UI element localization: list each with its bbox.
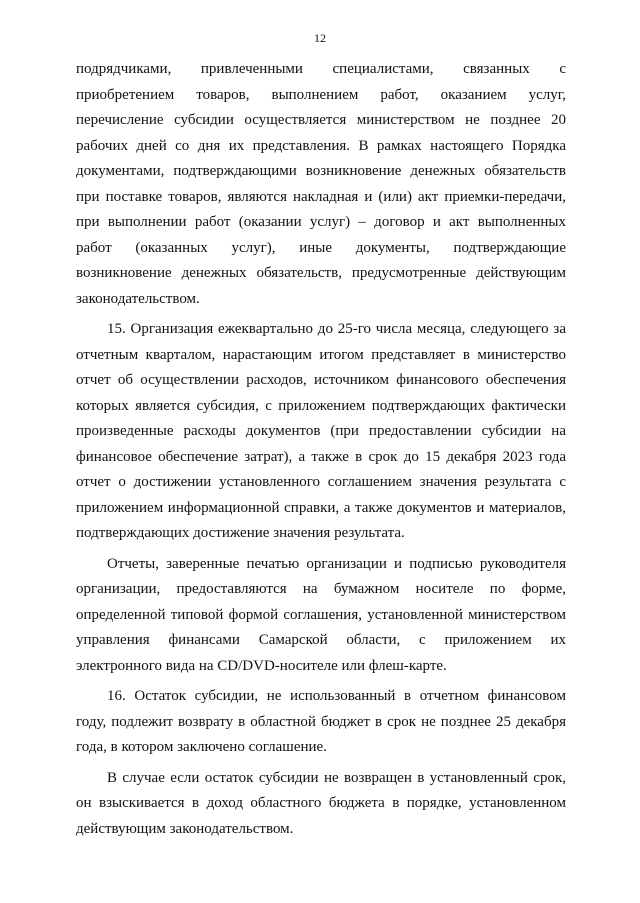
text-line: финансовое обеспечение затрат), а также в срок до 15 декабря 2023 года bbox=[76, 448, 566, 465]
text-line: года, в котором заключено соглашение. bbox=[76, 739, 327, 755]
text-line: 15. Организация ежеквартально до 25-го числа месяца, следующего за bbox=[107, 321, 566, 337]
text-line: отчет о достижении установленного соглашением значения результата с bbox=[76, 474, 566, 490]
text-line: при выполнении работ (оказании услуг) – договор и акт выполненных bbox=[76, 214, 566, 230]
text-line: управления финансами Самарской области, с приложением их bbox=[76, 632, 566, 648]
text-line: документами, подтверждающими возникновение денежных обязательств bbox=[76, 163, 566, 179]
text-line: возникновение денежных обязательств, предусмотренные действующим bbox=[76, 265, 566, 281]
text-line: рабочих дней со дня их представления. В рамках настоящего Порядка bbox=[76, 137, 566, 154]
text-line: он взыскивается в доход областного бюджета в порядке, установленном bbox=[76, 795, 566, 811]
text-line: которых является субсидия, с приложением подтверждающих фактически bbox=[76, 397, 566, 414]
text-line: В случае если остаток субсидии не возвращен в установленный срок, bbox=[107, 769, 566, 786]
text-line: произведенные расходы документов (при предоставлении субсидии на bbox=[76, 423, 566, 439]
text-line: подтверждающих достижение значения результата. bbox=[76, 525, 405, 541]
text-line: приобретением товаров, выполнением работ, оказанием услуг, bbox=[76, 86, 566, 103]
text-line: электронного вида на CD/DVD-носителе или флеш-карте. bbox=[76, 657, 447, 674]
text-line: законодательством. bbox=[76, 290, 200, 307]
text-line: году, подлежит возврату в областной бюджет в срок не позднее 25 декабря bbox=[76, 713, 566, 730]
text-line: организации, предоставляются на бумажном носителе по форме, bbox=[76, 581, 566, 597]
paragraph bbox=[76, 317, 566, 547]
text-line: действующим законодательством. bbox=[76, 820, 294, 837]
text-line: при поставке товаров, являются накладная и (или) акт приемки-передачи, bbox=[76, 188, 566, 205]
text-line: отчет об осуществлении расходов, источником финансового обеспечения bbox=[76, 372, 566, 388]
text-line: Отчеты, заверенные печатью организации и подписью руководителя bbox=[107, 555, 566, 572]
text-line: подрядчиками, привлеченными специалистами, связанных с bbox=[76, 61, 566, 77]
paragraph bbox=[76, 57, 566, 312]
text-line: 16. Остаток субсидии, не использованный в отчетном финансовом bbox=[107, 688, 566, 704]
text-line: отчетным кварталом, нарастающим итогом представляет в министерство bbox=[76, 346, 566, 363]
text-line: определенной типовой формой соглашения, установленной министерством bbox=[76, 606, 566, 623]
paragraph bbox=[76, 552, 566, 680]
document-body bbox=[76, 57, 566, 842]
paragraph bbox=[76, 684, 566, 761]
text-line: работ (оказанных услуг), иные документы, подтверждающие bbox=[76, 239, 566, 256]
page-number: 12 bbox=[314, 31, 326, 45]
text-line: перечисление субсидии осуществляется министерством не позднее 20 bbox=[76, 112, 566, 128]
text-line: приложением информационной справки, а также документов и материалов, bbox=[76, 499, 566, 516]
paragraph bbox=[76, 766, 566, 843]
